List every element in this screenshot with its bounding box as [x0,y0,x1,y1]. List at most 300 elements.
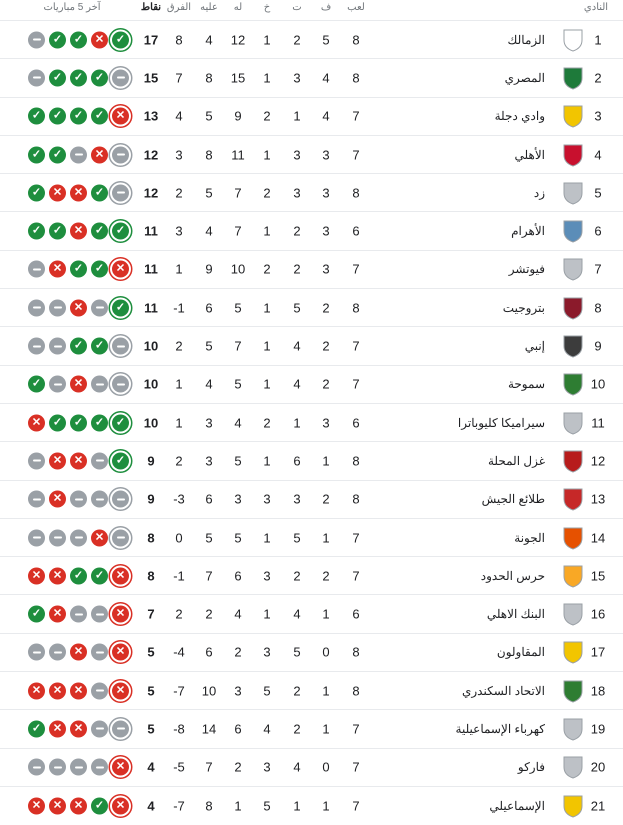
cell-points: 5 [147,721,155,737]
team-name[interactable]: إنبي [524,339,545,354]
header-lost: خ [263,2,271,13]
team-crest-icon [562,334,584,358]
cell-played: 6 [352,606,360,622]
cell-won: 2 [322,338,330,354]
cell-drawn: 5 [293,644,301,660]
loss-result-icon[interactable]: ✕ [70,223,87,240]
draw-result-icon[interactable] [91,299,108,316]
win-result-icon[interactable]: ✓ [91,261,108,278]
team-position: 14 [590,530,606,545]
recent-form [28,797,129,814]
cell-ga: 5 [205,185,213,201]
win-result-icon[interactable]: ✓ [49,31,66,48]
loss-result-icon[interactable]: ✕ [28,797,45,814]
loss-result-icon[interactable]: ✕ [28,414,45,431]
loss-result-icon[interactable]: ✕ [112,567,129,584]
team-crest-icon [562,564,584,588]
cell-ga: 4 [205,32,213,48]
team-position: 6 [594,223,602,239]
cell-lost: 1 [263,453,271,469]
loss-result-icon[interactable]: ✕ [70,452,87,469]
team-name[interactable]: سموحة [507,377,545,392]
cell-drawn: 2 [293,568,301,584]
cell-gf: 11 [231,147,245,163]
win-result-icon[interactable]: ✓ [70,31,87,48]
cell-lost: 2 [263,185,271,201]
draw-result-icon[interactable] [112,146,129,163]
table-row[interactable] [0,671,623,709]
loss-result-icon[interactable]: ✕ [49,452,66,469]
recent-form [28,529,129,546]
cell-won: 1 [322,721,330,737]
recent-form [28,108,129,125]
cell-played: 8 [352,491,360,507]
loss-result-icon[interactable]: ✕ [70,184,87,201]
win-result-icon[interactable]: ✓ [91,69,108,86]
cell-gd: -3 [173,491,185,507]
cell-ga: 4 [205,223,213,239]
win-result-icon[interactable]: ✓ [49,108,66,125]
cell-drawn: 3 [293,491,301,507]
loss-result-icon[interactable]: ✕ [28,682,45,699]
cell-drawn: 5 [293,530,301,545]
team-position: 11 [591,415,605,431]
win-result-icon[interactable]: ✓ [91,338,108,355]
win-result-icon[interactable]: ✓ [70,567,87,584]
cell-played: 7 [352,376,360,392]
cell-played: 8 [352,644,360,660]
draw-result-icon[interactable] [49,644,66,661]
table-row[interactable] [0,594,623,632]
team-crest-icon [562,28,584,52]
cell-won: 1 [322,798,330,814]
draw-result-icon[interactable] [112,720,129,737]
team-crest-icon [562,602,584,626]
cell-gf: 5 [234,376,242,392]
draw-result-icon[interactable] [28,299,45,316]
draw-result-icon[interactable] [91,606,108,623]
cell-won: 3 [322,185,330,201]
table-row[interactable] [0,288,623,326]
loss-result-icon[interactable]: ✕ [112,682,129,699]
table-row[interactable] [0,20,623,58]
loss-result-icon[interactable]: ✕ [112,797,129,814]
loss-result-icon[interactable]: ✕ [49,184,66,201]
win-result-icon[interactable]: ✓ [112,31,129,48]
team-name[interactable]: زد [533,185,545,200]
cell-ga: 3 [205,453,213,469]
cell-gd: -7 [173,683,185,699]
cell-points: 12 [143,147,159,163]
loss-result-icon[interactable]: ✕ [112,261,129,278]
cell-points: 10 [143,376,159,392]
cell-played: 6 [352,223,360,239]
cell-gd: 7 [175,70,183,86]
cell-points: 5 [147,644,155,660]
team-name[interactable]: حرس الحدود [480,568,545,583]
cell-drawn: 1 [293,415,301,431]
loss-result-icon[interactable]: ✕ [70,644,87,661]
win-result-icon[interactable]: ✓ [91,184,108,201]
win-result-icon[interactable]: ✓ [28,606,45,623]
draw-result-icon[interactable] [49,529,66,546]
cell-gf: 15 [230,70,246,86]
cell-won: 4 [322,70,330,86]
cell-gd: -8 [173,721,185,737]
cell-played: 7 [352,530,360,545]
table-row[interactable] [0,633,623,671]
table-row[interactable] [0,709,623,747]
standings-table [0,20,623,824]
loss-result-icon[interactable]: ✕ [49,682,66,699]
draw-result-icon[interactable] [28,31,45,48]
cell-points: 10 [143,338,159,354]
cell-won: 2 [322,491,330,507]
loss-result-icon[interactable]: ✕ [112,759,129,776]
cell-ga: 6 [205,300,213,316]
win-result-icon[interactable]: ✓ [49,69,66,86]
recent-form [28,644,129,661]
cell-gd: 4 [175,108,183,124]
cell-lost: 2 [263,108,271,124]
recent-form [28,491,129,508]
cell-played: 7 [352,147,360,163]
cell-drawn: 4 [293,759,301,775]
team-crest-icon [562,487,584,511]
draw-result-icon[interactable] [112,529,129,546]
draw-result-icon[interactable] [112,376,129,393]
team-position: 3 [594,108,602,124]
table-row[interactable] [0,58,623,96]
cell-played: 7 [352,798,360,814]
cell-gf: 9 [234,108,242,124]
cell-points: 5 [147,683,155,699]
recent-form [28,299,129,316]
table-row[interactable] [0,748,623,786]
cell-gd: 2 [175,185,183,201]
win-result-icon[interactable]: ✓ [28,108,45,125]
cell-lost: 1 [263,300,271,316]
cell-drawn: 2 [293,223,301,239]
cell-gd: 0 [175,530,183,545]
header-points: نقاط [140,2,162,13]
loss-result-icon[interactable]: ✕ [70,682,87,699]
cell-gf: 7 [234,185,242,201]
win-result-icon[interactable]: ✓ [28,223,45,240]
team-position: 15 [590,568,606,584]
draw-result-icon[interactable] [28,644,45,661]
cell-played: 7 [352,759,360,775]
win-result-icon[interactable]: ✓ [91,108,108,125]
cell-lost: 4 [263,721,271,737]
cell-played: 8 [352,185,360,201]
team-position: 1 [594,32,602,48]
table-row[interactable] [0,135,623,173]
table-row[interactable] [0,556,623,594]
loss-result-icon[interactable]: ✕ [112,606,129,623]
cell-gf: 3 [234,491,242,507]
win-result-icon[interactable]: ✓ [112,414,129,431]
table-row[interactable] [0,786,623,824]
win-result-icon[interactable]: ✓ [70,338,87,355]
team-position: 2 [594,70,602,86]
team-name[interactable]: الزمالك [507,32,545,47]
loss-result-icon[interactable]: ✕ [70,299,87,316]
cell-points: 4 [147,798,155,814]
win-result-icon[interactable]: ✓ [112,452,129,469]
cell-lost: 1 [263,147,271,163]
cell-won: 3 [322,147,330,163]
draw-result-icon[interactable] [28,69,45,86]
cell-lost: 3 [263,568,271,584]
cell-ga: 10 [201,683,217,699]
cell-gf: 5 [234,530,242,545]
cell-drawn: 6 [293,453,301,469]
cell-drawn: 3 [293,70,301,86]
team-name[interactable]: الأهلي [514,147,545,162]
draw-result-icon[interactable] [112,491,129,508]
draw-result-icon[interactable] [49,338,66,355]
cell-gf: 6 [234,721,242,737]
loss-result-icon[interactable]: ✕ [112,644,129,661]
loss-result-icon[interactable]: ✕ [49,720,66,737]
team-name[interactable]: المقاولون [496,645,545,660]
team-name[interactable]: طلائع الجيش [481,492,545,507]
draw-result-icon[interactable] [28,261,45,278]
loss-result-icon[interactable]: ✕ [91,529,108,546]
loss-result-icon[interactable]: ✕ [70,376,87,393]
team-crest-icon [562,181,584,205]
win-result-icon[interactable]: ✓ [70,69,87,86]
draw-result-icon[interactable] [91,491,108,508]
recent-form [28,759,129,776]
recent-form [28,184,129,201]
draw-result-icon[interactable] [112,69,129,86]
team-crest-icon [562,679,584,703]
cell-gd: 3 [175,223,183,239]
header-gd: الفرق [166,2,192,13]
cell-drawn: 2 [293,261,301,277]
team-crest-icon [562,257,584,281]
win-result-icon[interactable]: ✓ [91,797,108,814]
team-position: 20 [590,759,606,775]
cell-gf: 2 [234,759,242,775]
cell-won: 2 [322,568,330,584]
cell-points: 4 [147,759,155,775]
draw-result-icon[interactable] [70,759,87,776]
win-result-icon[interactable]: ✓ [112,223,129,240]
team-position: 17 [590,644,606,660]
team-position: 7 [594,261,602,277]
cell-gd: 2 [175,338,183,354]
team-crest-icon [562,449,584,473]
team-name[interactable]: الإسماعيلي [489,798,545,813]
recent-form [28,69,129,86]
loss-result-icon[interactable]: ✕ [70,797,87,814]
team-name[interactable]: فيوتشر [508,262,545,277]
team-crest-icon [562,717,584,741]
cell-played: 7 [352,261,360,277]
team-crest-icon [562,296,584,320]
table-header [0,0,623,20]
cell-won: 0 [322,644,330,660]
win-result-icon[interactable]: ✓ [91,414,108,431]
cell-gd: -7 [173,798,185,814]
team-position: 13 [590,491,606,507]
recent-form [28,338,129,355]
team-name[interactable]: البنك الاهلي [486,607,545,622]
table-row[interactable] [0,403,623,441]
cell-lost: 1 [263,338,271,354]
cell-ga: 4 [205,376,213,392]
draw-result-icon[interactable] [112,338,129,355]
draw-result-icon[interactable] [70,606,87,623]
team-name[interactable]: بتروجيت [502,300,545,315]
header-gf: له [233,2,243,13]
draw-result-icon[interactable] [70,491,87,508]
loss-result-icon[interactable]: ✕ [112,108,129,125]
cell-lost: 1 [263,70,271,86]
win-result-icon[interactable]: ✓ [112,299,129,316]
team-position: 9 [594,338,602,354]
cell-lost: 2 [263,261,271,277]
cell-played: 8 [352,453,360,469]
table-row[interactable] [0,250,623,288]
win-result-icon[interactable]: ✓ [28,376,45,393]
team-position: 4 [594,147,602,163]
draw-result-icon[interactable] [28,452,45,469]
cell-played: 6 [352,415,360,431]
cell-ga: 3 [205,415,213,431]
win-result-icon[interactable]: ✓ [49,223,66,240]
table-row[interactable] [0,211,623,249]
draw-result-icon[interactable] [112,184,129,201]
cell-points: 13 [143,108,159,124]
draw-result-icon[interactable] [49,299,66,316]
team-name[interactable]: فاركو [517,760,545,775]
team-name[interactable]: الاتحاد السكندري [461,683,545,698]
draw-result-icon[interactable] [28,759,45,776]
team-name[interactable]: كهرباء الإسماعيلية [455,721,545,736]
draw-result-icon[interactable] [28,338,45,355]
recent-form [28,682,129,699]
team-name[interactable]: المصري [504,70,545,85]
win-result-icon[interactable]: ✓ [70,108,87,125]
cell-gd: 1 [175,376,183,392]
win-result-icon[interactable]: ✓ [70,414,87,431]
win-result-icon[interactable]: ✓ [28,720,45,737]
cell-played: 7 [352,721,360,737]
loss-result-icon[interactable]: ✕ [49,797,66,814]
cell-ga: 14 [201,721,217,737]
draw-result-icon[interactable] [91,720,108,737]
team-name[interactable]: وادي دجلة [494,109,545,124]
cell-points: 11 [144,223,158,239]
team-name[interactable]: الأهرام [511,224,545,239]
win-result-icon[interactable]: ✓ [28,146,45,163]
draw-result-icon[interactable] [91,452,108,469]
table-row[interactable] [0,480,623,518]
table-row[interactable] [0,518,623,556]
cell-drawn: 2 [293,32,301,48]
draw-result-icon[interactable] [49,376,66,393]
cell-ga: 2 [205,606,213,622]
table-row[interactable] [0,173,623,211]
cell-won: 3 [322,415,330,431]
draw-result-icon[interactable] [70,146,87,163]
win-result-icon[interactable]: ✓ [91,567,108,584]
draw-result-icon[interactable] [91,759,108,776]
win-result-icon[interactable]: ✓ [91,223,108,240]
cell-points: 9 [147,491,155,507]
cell-gd: 8 [175,32,183,48]
win-result-icon[interactable]: ✓ [49,414,66,431]
cell-played: 7 [352,568,360,584]
team-name[interactable]: غزل المحلة [487,453,545,468]
table-row[interactable] [0,365,623,403]
team-name[interactable]: الجونة [514,530,545,545]
recent-form [28,223,129,240]
cell-points: 11 [144,261,158,277]
cell-points: 7 [147,606,155,622]
team-crest-icon [562,219,584,243]
draw-result-icon[interactable] [70,529,87,546]
team-crest-icon [562,372,584,396]
cell-lost: 1 [263,530,271,545]
table-row[interactable] [0,326,623,364]
cell-points: 8 [147,568,155,584]
table-row[interactable] [0,97,623,135]
cell-ga: 5 [205,108,213,124]
recent-form [28,414,129,431]
win-result-icon[interactable]: ✓ [49,146,66,163]
recent-form [28,31,129,48]
loss-result-icon[interactable]: ✕ [91,146,108,163]
loss-result-icon[interactable]: ✕ [49,491,66,508]
draw-result-icon[interactable] [91,682,108,699]
cell-gf: 3 [234,683,242,699]
cell-ga: 8 [205,798,213,814]
draw-result-icon[interactable] [91,376,108,393]
loss-result-icon[interactable]: ✕ [28,567,45,584]
table-row[interactable] [0,441,623,479]
cell-gd: -1 [173,568,185,584]
cell-won: 1 [322,683,330,699]
draw-result-icon[interactable] [28,491,45,508]
win-result-icon[interactable]: ✓ [70,261,87,278]
cell-ga: 5 [205,338,213,354]
loss-result-icon[interactable]: ✕ [49,261,66,278]
cell-lost: 3 [263,491,271,507]
recent-form [28,376,129,393]
cell-lost: 3 [263,644,271,660]
loss-result-icon[interactable]: ✕ [91,31,108,48]
draw-result-icon[interactable] [91,644,108,661]
win-result-icon[interactable]: ✓ [28,184,45,201]
header-played: لعب [347,2,365,13]
loss-result-icon[interactable]: ✕ [49,606,66,623]
draw-result-icon[interactable] [49,759,66,776]
team-position: 5 [594,185,602,201]
recent-form [28,146,129,163]
cell-points: 15 [143,70,159,86]
draw-result-icon[interactable] [28,529,45,546]
loss-result-icon[interactable]: ✕ [70,720,87,737]
header-club: النادي [583,2,609,13]
team-name[interactable]: سيراميكا كليوباترا [457,415,545,430]
cell-gf: 7 [234,338,242,354]
loss-result-icon[interactable]: ✕ [49,567,66,584]
